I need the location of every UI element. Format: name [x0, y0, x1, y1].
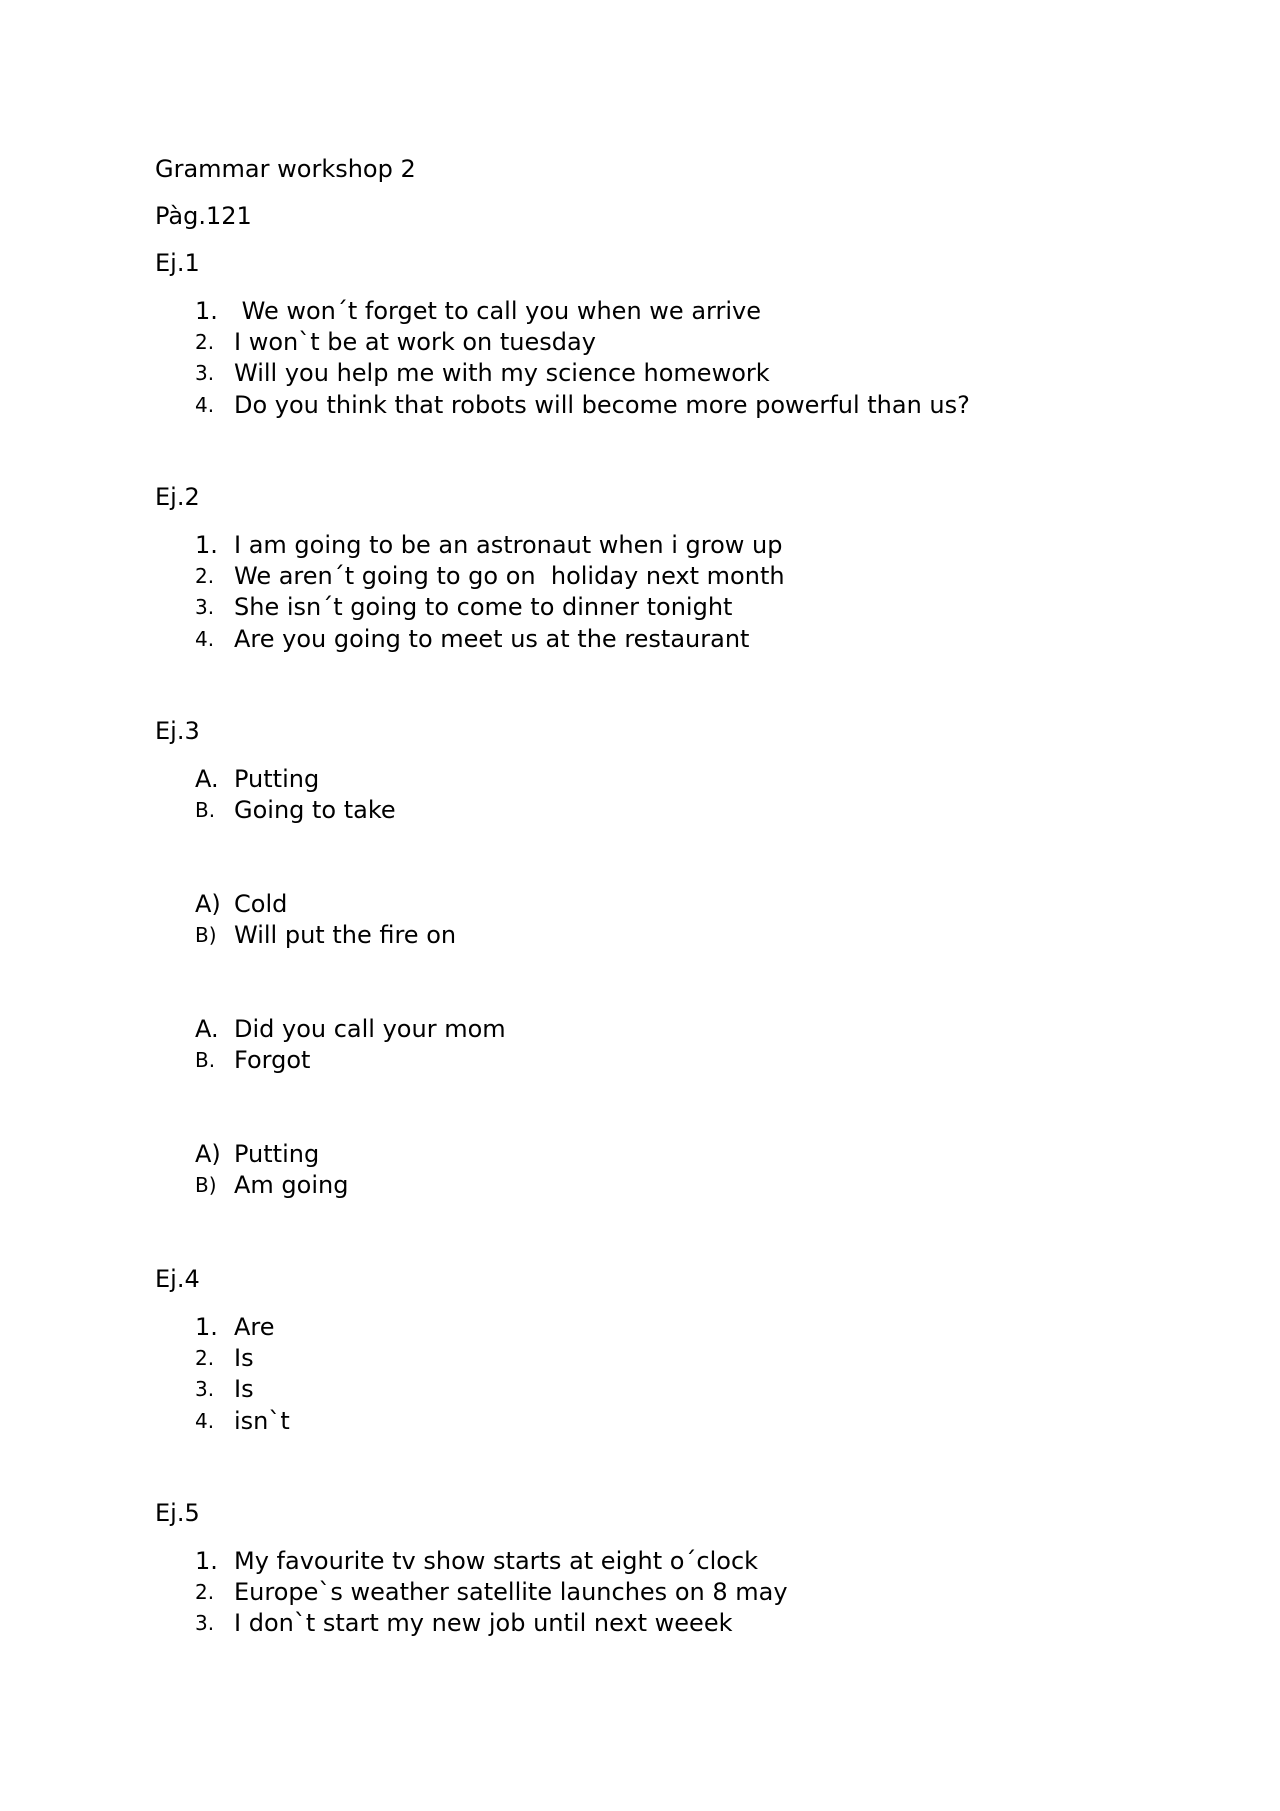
- section-heading-ej5: Ej.5: [155, 1499, 200, 1527]
- list-marker: 1.: [195, 1313, 218, 1341]
- list-marker: 4.: [195, 1409, 215, 1433]
- list-item: [195, 592, 733, 622]
- list-item: [195, 1374, 254, 1404]
- list-item: [195, 1546, 759, 1576]
- list-marker: B): [195, 1173, 217, 1197]
- list-item-text: We aren´t going to go on holiday next month: [234, 562, 785, 590]
- list-item-text: We won´t forget to call you when we arrive: [234, 297, 761, 325]
- list-marker: B): [195, 923, 217, 947]
- list-item: [195, 561, 785, 591]
- list-item: [195, 1170, 349, 1200]
- list-item-text: Do you think that robots will become more powerful than us?: [234, 391, 970, 419]
- section-heading-ej3: Ej.3: [155, 717, 200, 745]
- list-item: [195, 1406, 290, 1436]
- list-item-text: Is: [234, 1344, 254, 1372]
- list-item-text: isn`t: [234, 1407, 290, 1435]
- section-heading-ej2: Ej.2: [155, 483, 200, 511]
- list-item-text: Am going: [234, 1171, 349, 1199]
- list-item: [195, 764, 320, 794]
- list-marker: B.: [195, 798, 216, 822]
- list-item-text: Putting: [234, 1140, 320, 1168]
- list-item-text: She isn´t going to come to dinner tonight: [234, 593, 733, 621]
- list-marker: 3.: [195, 1377, 215, 1401]
- list-item-text: Going to take: [234, 796, 396, 824]
- list-item: [195, 795, 396, 825]
- list-item-text: Is: [234, 1375, 254, 1403]
- list-marker: 2.: [195, 1580, 215, 1604]
- list-marker: 2.: [195, 1346, 215, 1370]
- list-item-text: Did you call your mom: [234, 1015, 506, 1043]
- list-item: [195, 390, 970, 420]
- list-marker: 1.: [195, 531, 218, 559]
- list-marker: 3.: [195, 361, 215, 385]
- list-item-text: Putting: [234, 765, 320, 793]
- list-item-text: Cold: [234, 890, 288, 918]
- list-marker: 3.: [195, 595, 215, 619]
- list-item: [195, 1139, 320, 1169]
- list-marker: 4.: [195, 627, 215, 651]
- list-item: [195, 1608, 733, 1638]
- section-heading-ej1: Ej.1: [155, 249, 200, 277]
- list-item-text: I am going to be an astronaut when i grow up: [234, 531, 783, 559]
- list-marker: 1.: [195, 1547, 218, 1575]
- list-item-text: Forgot: [234, 1046, 311, 1074]
- list-marker: 3.: [195, 1611, 215, 1635]
- list-item: [195, 624, 750, 654]
- list-item-text: Will put the fire on: [234, 921, 457, 949]
- list-item: [195, 1577, 788, 1607]
- list-item: [195, 1312, 275, 1342]
- page-reference: Pàg.121: [155, 202, 252, 230]
- list-marker: A.: [195, 765, 219, 793]
- list-item-text: I don`t start my new job until next weeek: [234, 1609, 733, 1637]
- list-marker: 4.: [195, 393, 215, 417]
- list-item: [195, 1014, 506, 1044]
- list-item-text: Are you going to meet us at the restaurant: [234, 625, 750, 653]
- list-marker: 2.: [195, 564, 215, 588]
- list-marker: 2.: [195, 330, 215, 354]
- list-marker: A): [195, 1140, 221, 1168]
- list-item: [195, 889, 288, 919]
- list-item: [195, 1045, 311, 1075]
- list-item: [195, 1343, 254, 1373]
- list-item-text: Are: [234, 1313, 275, 1341]
- list-item: [195, 358, 770, 388]
- list-item: [195, 530, 783, 560]
- list-marker: B.: [195, 1048, 216, 1072]
- list-item-text: My favourite tv show starts at eight o´clock: [234, 1547, 759, 1575]
- list-item: [195, 920, 457, 950]
- section-heading-ej4: Ej.4: [155, 1265, 200, 1293]
- list-marker: A): [195, 890, 221, 918]
- list-item-text: Europe`s weather satellite launches on 8 may: [234, 1578, 788, 1606]
- list-marker: 1.: [195, 297, 218, 325]
- list-item-text: Will you help me with my science homework: [234, 359, 770, 387]
- list-item: [195, 296, 761, 326]
- list-marker: A.: [195, 1015, 219, 1043]
- list-item-text: I won`t be at work on tuesday: [234, 328, 596, 356]
- document-title: Grammar workshop 2: [155, 155, 416, 183]
- list-item: [195, 327, 596, 357]
